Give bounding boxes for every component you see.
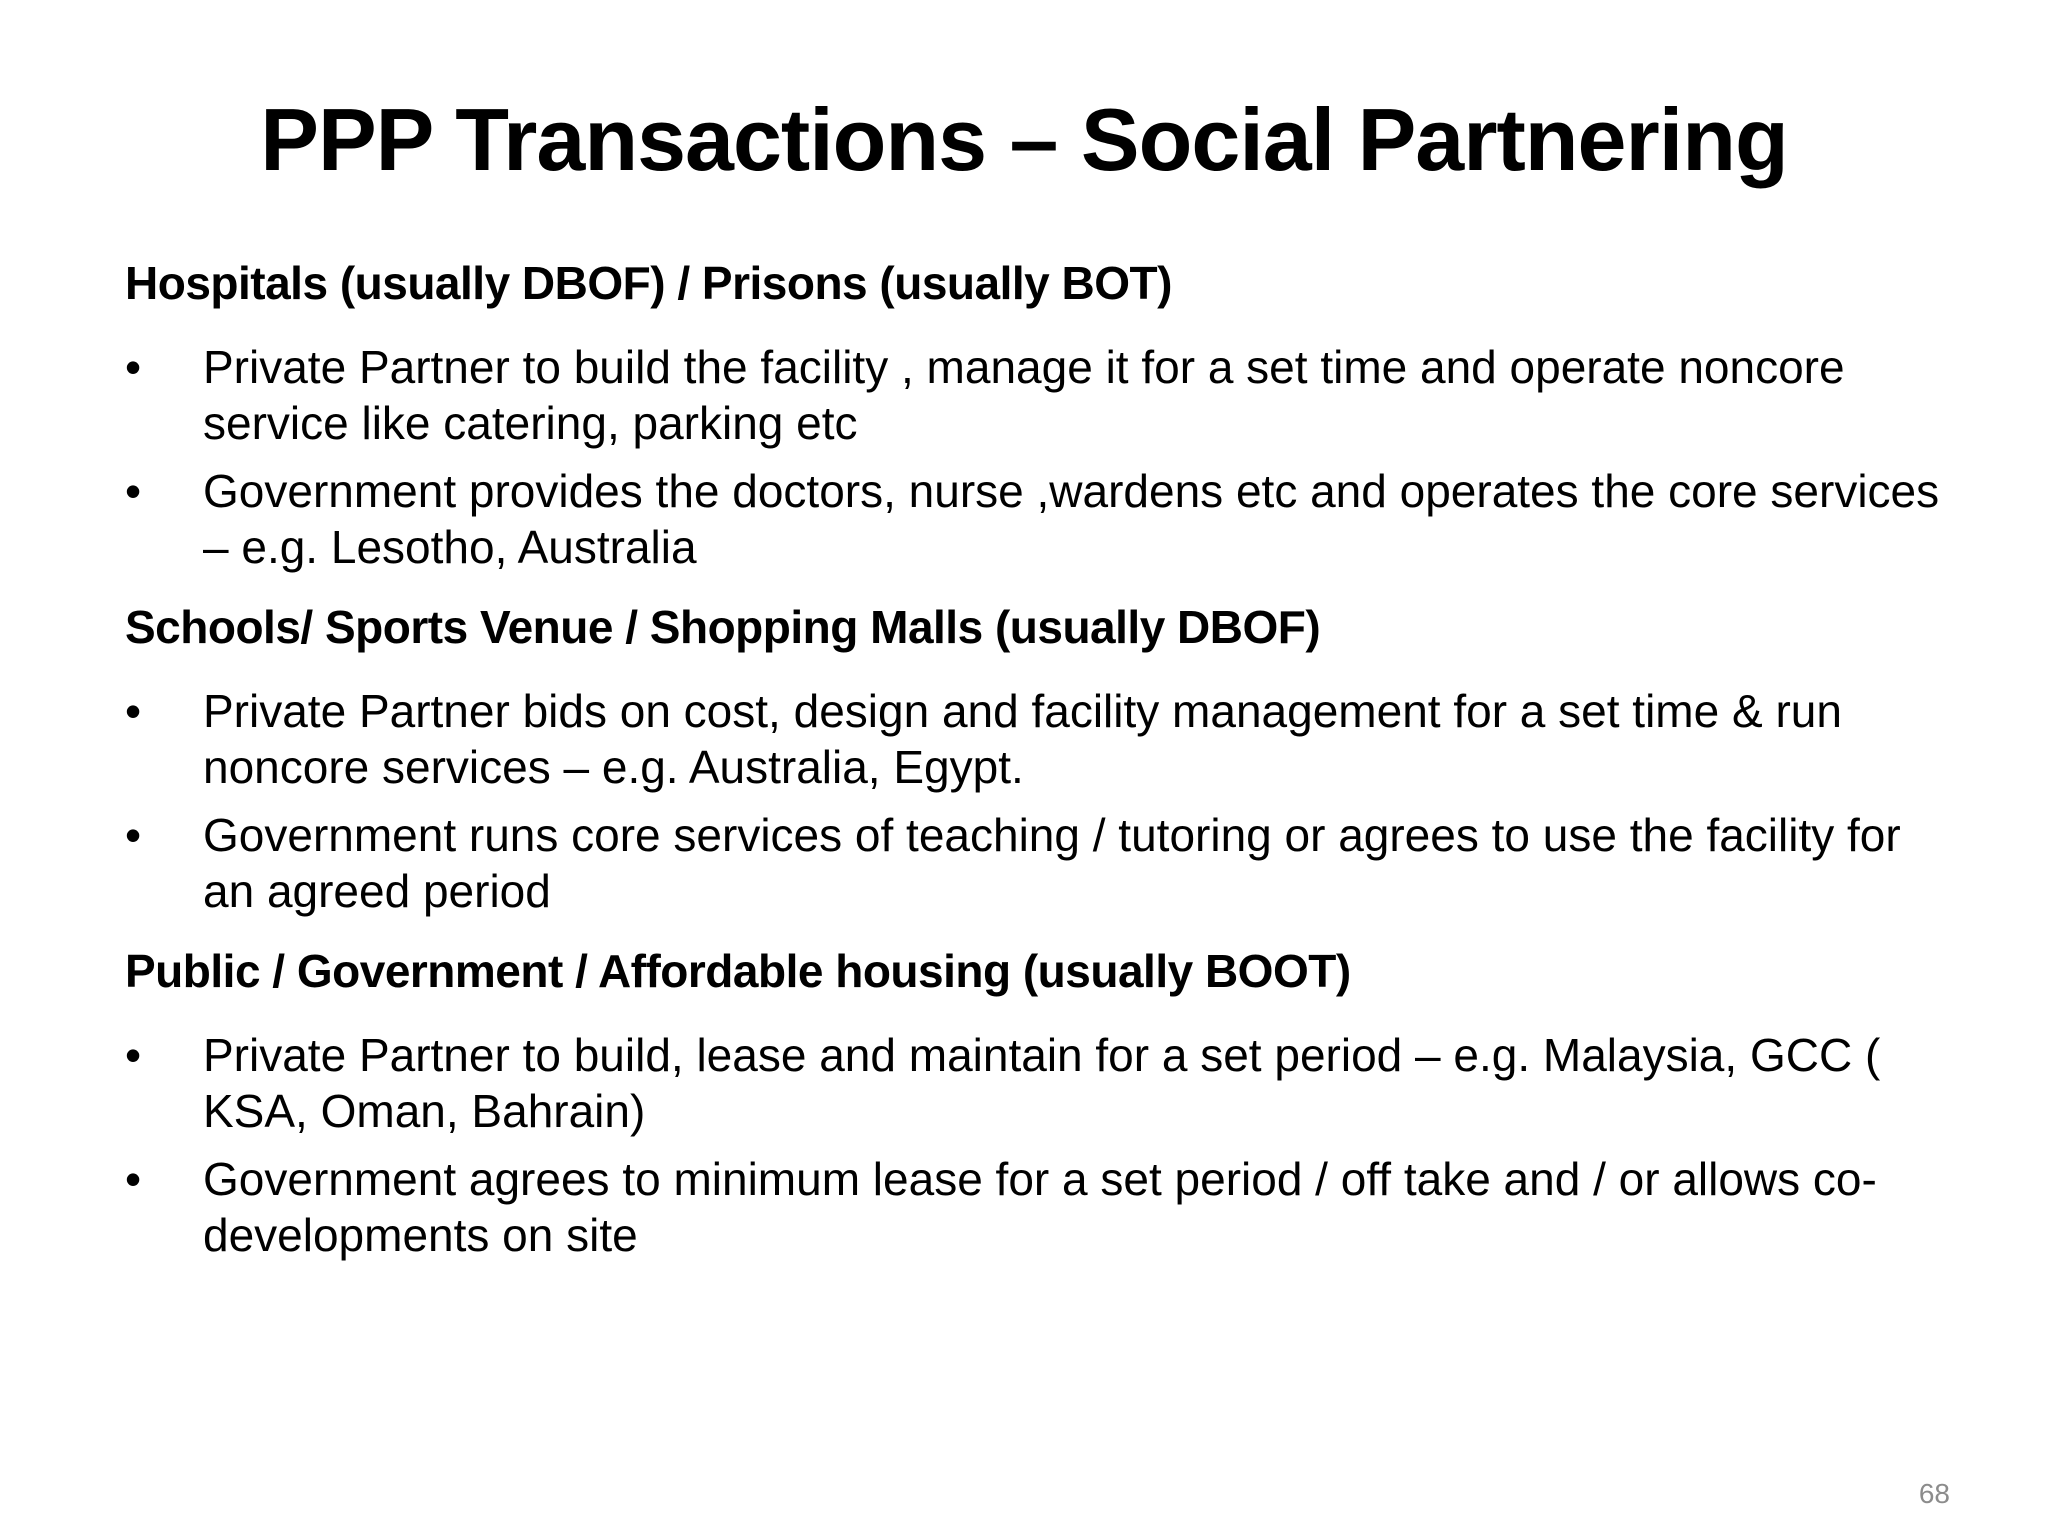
bullet-list xyxy=(125,683,1955,919)
slide-title: PPP Transactions – Social Partnering xyxy=(260,90,1788,189)
bullet-text: Private Partner bids on cost, design and facility management for a set time & run noncore services – e.g. Australia, Egypt. xyxy=(203,685,1842,793)
bullet-list xyxy=(125,1027,1955,1263)
section-heading: Hospitals (usually DBOF) / Prisons (usually BOT) xyxy=(125,257,1172,309)
bullet-item xyxy=(125,683,1955,795)
bullet-icon: • xyxy=(125,685,142,737)
bullet-text: Government agrees to minimum lease for a set period / off take and / or allows co-developments on site xyxy=(203,1153,1877,1261)
bullet-item xyxy=(125,463,1955,575)
section-schools-sports-malls xyxy=(125,599,1955,919)
bullet-icon: • xyxy=(125,1153,142,1205)
bullet-list xyxy=(125,339,1955,575)
section-housing xyxy=(125,943,1955,1263)
bullet-text: Private Partner to build, lease and maintain for a set period – e.g. Malaysia, GCC ( KSA, Oman, Bahrain) xyxy=(203,1029,1881,1137)
section-heading: Schools/ Sports Venue / Shopping Malls (usually DBOF) xyxy=(125,601,1321,653)
bullet-item xyxy=(125,807,1955,919)
bullet-text: Government provides the doctors, nurse ,wardens etc and operates the core services – e.g. Lesotho, Australia xyxy=(203,465,1940,573)
section-hospitals-prisons xyxy=(125,255,1955,575)
bullet-item xyxy=(125,339,1955,451)
bullet-icon: • xyxy=(125,809,142,861)
section-heading: Public / Government / Affordable housing (usually BOOT) xyxy=(125,945,1351,997)
bullet-icon: • xyxy=(125,465,142,517)
bullet-item xyxy=(125,1027,1955,1139)
bullet-icon: • xyxy=(125,1029,142,1081)
bullet-text: Private Partner to build the facility , manage it for a set time and operate noncore service like catering, parking etc xyxy=(203,341,1845,449)
page-number: 68 xyxy=(1918,1478,1950,1509)
bullet-icon: • xyxy=(125,341,142,393)
slide-content xyxy=(125,255,1955,1287)
bullet-item xyxy=(125,1151,1955,1263)
bullet-text: Government runs core services of teaching / tutoring or agrees to use the facility for an agreed period xyxy=(203,809,1901,917)
